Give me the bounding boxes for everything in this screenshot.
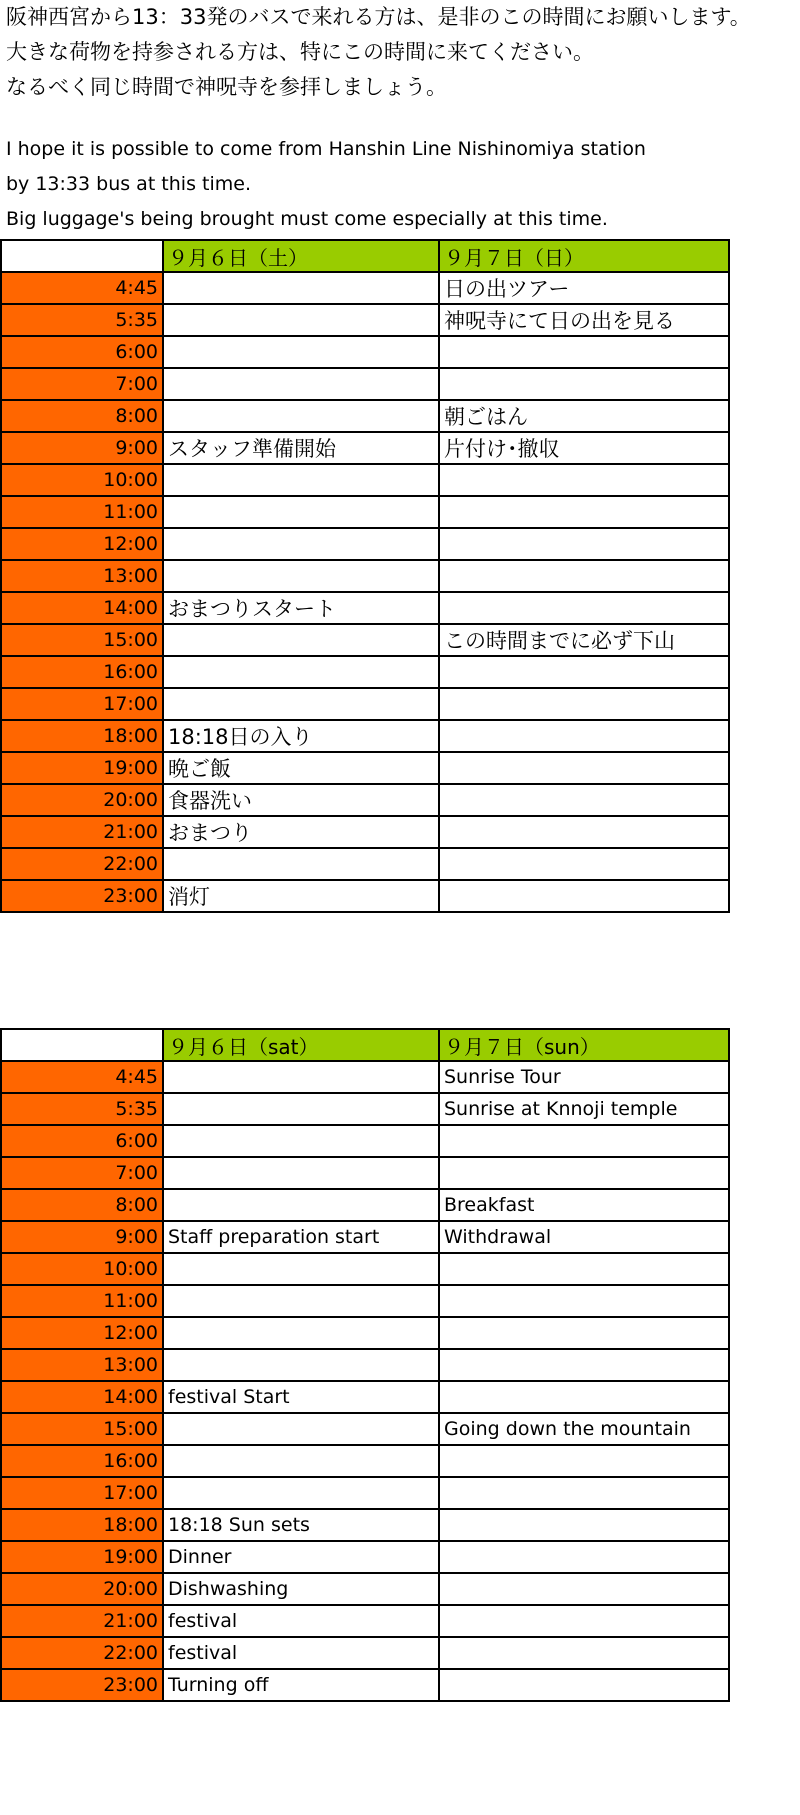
day1-cell (163, 688, 439, 720)
day1-cell (163, 496, 439, 528)
day1-cell (163, 1061, 439, 1093)
day2-cell (439, 1637, 729, 1669)
table-row (1, 272, 729, 304)
time-cell: 20:00 (1, 1573, 163, 1605)
intro-en-line-1: I hope it is possible to come from Hanshin Line Nishinomiya station (6, 138, 646, 160)
day2-cell (439, 368, 729, 400)
day1-cell (163, 1253, 439, 1285)
day1-cell (163, 656, 439, 688)
table-row (1, 1157, 729, 1189)
time-cell: 8:00 (1, 400, 163, 432)
time-cell: 20:00 (1, 784, 163, 816)
time-cell: 6:00 (1, 336, 163, 368)
schedule-table-english (0, 1028, 730, 1702)
time-cell: 18:00 (1, 720, 163, 752)
day2-cell (439, 1541, 729, 1573)
day1-cell: Dishwashing (163, 1573, 439, 1605)
day1-cell: 消灯 (163, 880, 439, 912)
time-cell: 15:00 (1, 624, 163, 656)
day1-cell: 18:18日の入り (163, 720, 439, 752)
day1-cell: Turning off (163, 1669, 439, 1701)
day2-cell (439, 1669, 729, 1701)
day2-cell: この時間までに必ず下山 (439, 624, 729, 656)
time-cell: 14:00 (1, 1381, 163, 1413)
table-row (1, 752, 729, 784)
day2-cell: 日の出ツアー (439, 272, 729, 304)
table-row (1, 432, 729, 464)
corner-cell (1, 240, 163, 272)
day1-cell (163, 1413, 439, 1445)
intro-jp-line-1: 阪神西宮から13：33発のバスで来れる方は、是非のこの時間にお願いします。 (6, 5, 751, 29)
table-row (1, 528, 729, 560)
header-day2: ９月７日（日） (439, 240, 729, 272)
table-row (1, 1285, 729, 1317)
day1-cell (163, 1349, 439, 1381)
day2-cell: Breakfast (439, 1189, 729, 1221)
day1-cell: 晩ご飯 (163, 752, 439, 784)
header-day1: ９月６日（sat） (163, 1029, 439, 1061)
table-row (1, 848, 729, 880)
header-day1: ９月６日（土） (163, 240, 439, 272)
table-row (1, 1605, 729, 1637)
time-cell: 12:00 (1, 1317, 163, 1349)
day1-cell (163, 1189, 439, 1221)
table-row (1, 1189, 729, 1221)
header-day2: ９月７日（sun） (439, 1029, 729, 1061)
table-row (1, 400, 729, 432)
day1-cell: 食器洗い (163, 784, 439, 816)
time-cell: 13:00 (1, 560, 163, 592)
table-row (1, 304, 729, 336)
time-cell: 19:00 (1, 1541, 163, 1573)
table-row (1, 1253, 729, 1285)
day1-cell (163, 368, 439, 400)
table-row (1, 1349, 729, 1381)
table-row (1, 880, 729, 912)
day2-cell (439, 336, 729, 368)
day2-cell (439, 1573, 729, 1605)
day2-cell (439, 1381, 729, 1413)
table-row (1, 816, 729, 848)
intro-en-line-2: by 13:33 bus at this time. (6, 173, 251, 195)
day2-cell (439, 1317, 729, 1349)
day1-cell (163, 528, 439, 560)
table-row (1, 720, 729, 752)
time-cell: 7:00 (1, 1157, 163, 1189)
day2-cell (439, 816, 729, 848)
time-cell: 22:00 (1, 848, 163, 880)
time-cell: 16:00 (1, 656, 163, 688)
day2-cell (439, 1253, 729, 1285)
table-row (1, 560, 729, 592)
table-row (1, 592, 729, 624)
table-row (1, 1413, 729, 1445)
day1-cell (163, 272, 439, 304)
time-cell: 21:00 (1, 816, 163, 848)
day1-cell: スタッフ準備開始 (163, 432, 439, 464)
time-cell: 4:45 (1, 272, 163, 304)
table-row (1, 784, 729, 816)
day1-cell: Staff preparation start (163, 1221, 439, 1253)
time-cell: 14:00 (1, 592, 163, 624)
intro-en-line-3: Big luggage's being brought must come especially at this time. (6, 208, 608, 230)
day1-cell: festival (163, 1605, 439, 1637)
time-cell: 23:00 (1, 1669, 163, 1701)
day2-cell: Sunrise at Knnoji temple (439, 1093, 729, 1125)
day1-cell (163, 1093, 439, 1125)
day2-cell: Sunrise Tour (439, 1061, 729, 1093)
time-cell: 17:00 (1, 688, 163, 720)
time-cell: 11:00 (1, 1285, 163, 1317)
table-row (1, 1445, 729, 1477)
day1-cell (163, 304, 439, 336)
day2-cell: Going down the mountain (439, 1413, 729, 1445)
header-row (1, 240, 729, 272)
table-row (1, 688, 729, 720)
day2-cell (439, 1285, 729, 1317)
day2-cell (439, 1509, 729, 1541)
day2-cell (439, 848, 729, 880)
time-cell: 19:00 (1, 752, 163, 784)
table-row (1, 1061, 729, 1093)
table-row (1, 1541, 729, 1573)
day2-cell (439, 1125, 729, 1157)
time-cell: 4:45 (1, 1061, 163, 1093)
time-cell: 22:00 (1, 1637, 163, 1669)
intro-jp-line-3: なるべく同じ時間で神呪寺を参拝しましょう。 (6, 75, 447, 99)
day1-cell: Dinner (163, 1541, 439, 1573)
day1-cell (163, 1285, 439, 1317)
time-cell: 12:00 (1, 528, 163, 560)
table-row (1, 1381, 729, 1413)
day1-cell (163, 336, 439, 368)
day1-cell: festival Start (163, 1381, 439, 1413)
time-cell: 7:00 (1, 368, 163, 400)
time-cell: 16:00 (1, 1445, 163, 1477)
day2-cell (439, 784, 729, 816)
time-cell: 17:00 (1, 1477, 163, 1509)
table-row (1, 1093, 729, 1125)
day1-cell (163, 464, 439, 496)
intro-spacer (6, 105, 800, 132)
day1-cell (163, 560, 439, 592)
table-row (1, 1221, 729, 1253)
day2-cell (439, 1157, 729, 1189)
time-cell: 21:00 (1, 1605, 163, 1637)
time-cell: 10:00 (1, 464, 163, 496)
intro-jp-line-2: 大きな荷物を持参される方は、特にこの時間に来てください。 (6, 40, 594, 64)
time-cell: 18:00 (1, 1509, 163, 1541)
day2-cell (439, 1477, 729, 1509)
day2-cell (439, 688, 729, 720)
day2-cell (439, 880, 729, 912)
day1-cell (163, 1317, 439, 1349)
table-row (1, 1573, 729, 1605)
time-cell: 5:35 (1, 304, 163, 336)
table-row (1, 368, 729, 400)
day2-cell (439, 464, 729, 496)
day1-cell: festival (163, 1637, 439, 1669)
time-cell: 11:00 (1, 496, 163, 528)
day2-cell: 片付け･撤収 (439, 432, 729, 464)
day2-cell (439, 560, 729, 592)
day1-cell (163, 1125, 439, 1157)
table-row (1, 1669, 729, 1701)
day2-cell (439, 720, 729, 752)
day1-cell (163, 848, 439, 880)
day2-cell (439, 752, 729, 784)
header-row (1, 1029, 729, 1061)
corner-cell (1, 1029, 163, 1061)
day1-cell: おまつりスタート (163, 592, 439, 624)
day1-cell: おまつり (163, 816, 439, 848)
intro-notice (6, 0, 800, 237)
table-row (1, 656, 729, 688)
time-cell: 5:35 (1, 1093, 163, 1125)
schedule-table-japanese (0, 239, 730, 913)
table-row (1, 464, 729, 496)
day1-cell (163, 1477, 439, 1509)
day2-cell: 朝ごはん (439, 400, 729, 432)
time-cell: 6:00 (1, 1125, 163, 1157)
day2-cell (439, 496, 729, 528)
table-row (1, 1637, 729, 1669)
day1-cell (163, 1445, 439, 1477)
day2-cell (439, 1349, 729, 1381)
table-row (1, 1125, 729, 1157)
day1-cell (163, 1157, 439, 1189)
day2-cell: 神呪寺にて日の出を見る (439, 304, 729, 336)
table-row (1, 1509, 729, 1541)
day2-cell (439, 528, 729, 560)
time-cell: 13:00 (1, 1349, 163, 1381)
time-cell: 9:00 (1, 1221, 163, 1253)
time-cell: 15:00 (1, 1413, 163, 1445)
table-row (1, 336, 729, 368)
day1-cell: 18:18 Sun sets (163, 1509, 439, 1541)
time-cell: 23:00 (1, 880, 163, 912)
time-cell: 9:00 (1, 432, 163, 464)
day2-cell: Withdrawal (439, 1221, 729, 1253)
table-row (1, 1477, 729, 1509)
day2-cell (439, 1605, 729, 1637)
table-row (1, 1317, 729, 1349)
day2-cell (439, 656, 729, 688)
time-cell: 8:00 (1, 1189, 163, 1221)
day1-cell (163, 624, 439, 656)
day2-cell (439, 1445, 729, 1477)
day1-cell (163, 400, 439, 432)
time-cell: 10:00 (1, 1253, 163, 1285)
day2-cell (439, 592, 729, 624)
table-row (1, 496, 729, 528)
table-row (1, 624, 729, 656)
